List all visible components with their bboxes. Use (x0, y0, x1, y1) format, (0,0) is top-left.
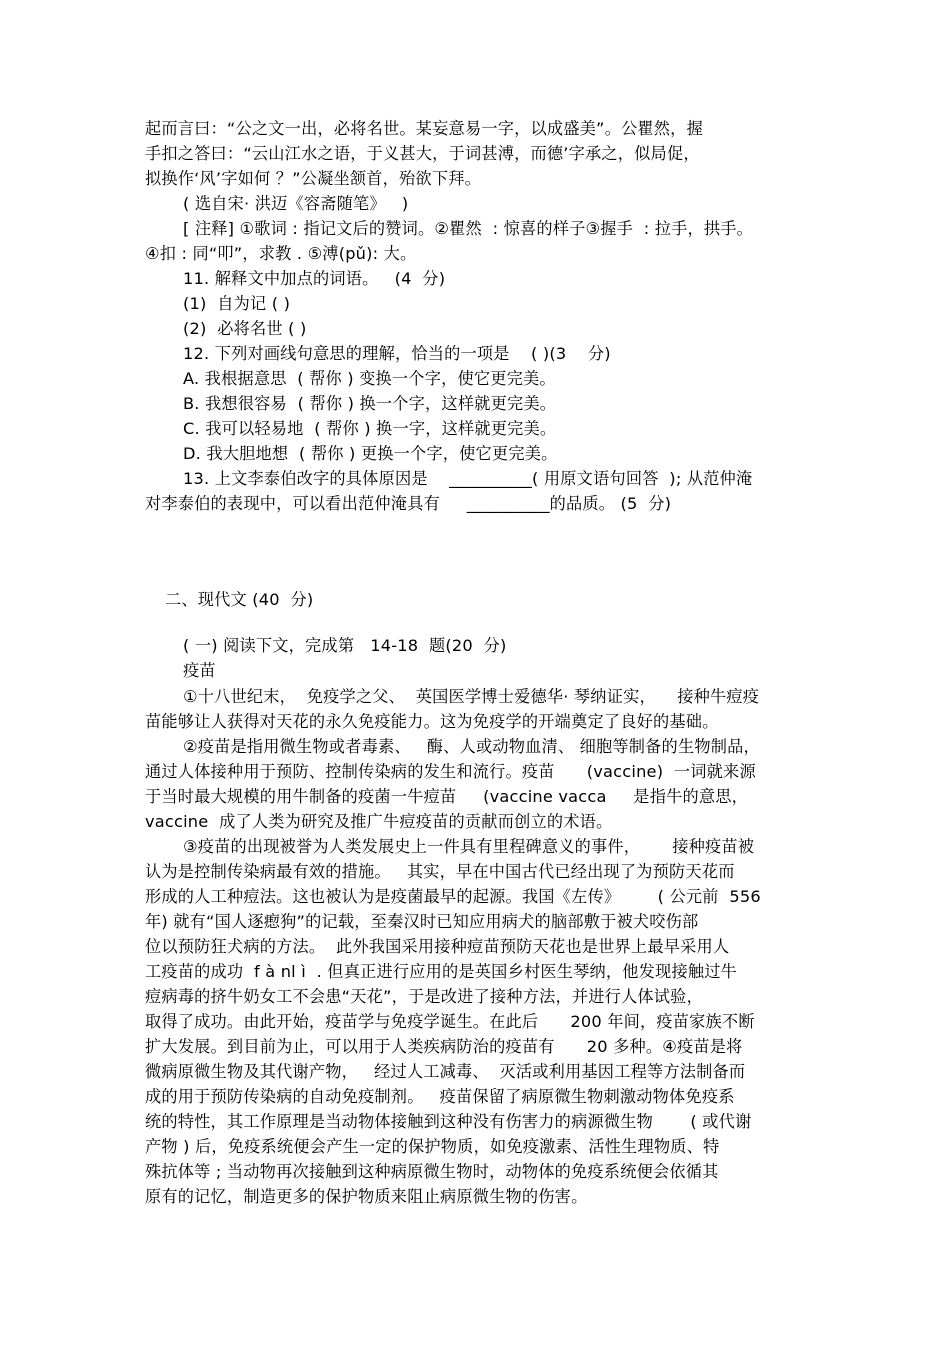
article-line: 年) 就有“国人逐瘛狗”的记载，至秦汉时已知应用病犬的脑部敷于被犬咬伤部 (145, 912, 699, 931)
article-line: 通过人体接种用于预防、控制传染病的发生和流行。疫苗 (vaccine) 一词就来源 (145, 762, 756, 781)
reading-instruction: ( 一) 阅读下文，完成第 14-18 题(20 分) (183, 636, 507, 655)
classical-text-line: 拟换作‘风’字如何 ？”公凝坐颔首，殆欲下拜。 (145, 169, 481, 188)
article-line: 认为是控制传染病最有效的措施。 其实，早在中国古代已经出现了为预防天花而 (145, 862, 735, 881)
article-line: 统的特性，其工作原理是当动物体接触到这种没有伤害力的病源微生物 ( 或代谢 (145, 1112, 752, 1131)
question-12-option-b: B. 我想很容易 ( 帮你 ) 换一个字，这样就更完美。 (183, 394, 557, 413)
article-line: 产物 ) 后，免疫系统便会产生一定的保护物质，如免疫激素、活性生理物质、特 (145, 1137, 720, 1156)
article-title: 疫苗 (183, 661, 216, 680)
question-11: 11. 解释文中加点的词语。 (4 分) (183, 269, 446, 288)
article-line: 殊抗体等 ; 当动物再次接触到这种病原微生物时，动物体的免疫系统便会依循其 (145, 1162, 719, 1181)
article-line: 形成的人工种痘法。这也被认为是疫菌最早的起源。我国《左传》 ( 公元前 556 (145, 887, 761, 906)
classical-text-line: 手扣之答曰：“云山江水之语，于义甚大，于词甚溥，而德’字承之，似局促， (145, 144, 700, 163)
question-12-option-d: D. 我大胆地想 ( 帮你 ) 更换一个字，使它更完美。 (183, 444, 558, 463)
article-line: 工疫苗的成功 f à nl ì . 但真正进行应用的是英国乡村医生琴纳，他发现接触过牛 (145, 962, 737, 981)
article-line: 苗能够让人获得对天花的永久免疫能力。这为免疫学的开端奠定了良好的基础。 (145, 712, 719, 731)
question-13: 13. 上文李泰伯改字的具体原因是 __________( 用原文语句回答 ); 从范仲淹 (183, 469, 753, 488)
section-heading: 二、现代文 (40 分) (165, 590, 314, 609)
article-line: ③疫苗的出现被誉为人类发展史上一件具有里程碑意义的事件， 接种疫苗被 (183, 837, 755, 856)
article-line: 微病原微生物及其代谢产物， 经过人工减毒、 灭活或利用基因工程等方法制备而 (145, 1062, 746, 1081)
article-line: ②疫苗是指用微生物或者毒素、 酶、人或动物血清、 细胞等制备的生物制品， (183, 737, 760, 756)
annotation-notes: ④扣 : 同“叩”，求教 . ⑤溥(pǔ): 大。 (145, 244, 417, 263)
article-line: vaccine 成了人类为研究及推广牛痘疫苗的贡献而创立的术语。 (145, 812, 613, 831)
question-12-option-c: C. 我可以轻易地 ( 帮你 ) 换一字，这样就更完美。 (183, 419, 557, 438)
question-12-option-a: A. 我根据意思 ( 帮你 ) 变换一个字，使它更完美。 (183, 369, 556, 388)
article-line: 痘病毒的挤牛奶女工不会患“天花”，于是改进了接种方法，并进行人体试验， (145, 987, 703, 1006)
question-13: 对李泰伯的表现中，可以看出范仲淹具有 __________的品质。 (5 分) (145, 494, 672, 513)
article-line: 原有的记忆，制造更多的保护物质来阻止病原微生物的伤害。 (145, 1187, 588, 1206)
article-line: 于当时最大规模的用牛制备的疫菌一牛痘苗 (vaccine vacca 是指牛的意思， (145, 787, 749, 806)
article-line: 位以预防狂犬病的方法。 此外我国采用接种痘苗预防天花也是世界上最早采用人 (145, 937, 730, 956)
question-12: 12. 下列对画线句意思的理解，恰当的一项是 ( )(3 分) (183, 344, 611, 363)
annotation-notes: [ 注释] ①歌词 : 指记文后的赞词。②瞿然 : 惊喜的样子③握手 : 拉手，拱手。 (183, 219, 754, 238)
article-line: ①十八世纪末， 免疫学之父、 英国医学博士爱德华· 琴纳证实， 接种牛痘疫 (183, 687, 760, 706)
classical-text-line: 起而言曰：“公之文一出，必将名世。某妄意易一字，以成盛美”。公瞿然，握 (145, 119, 703, 138)
question-11-item-2: (2) 必将名世 ( ) (183, 319, 307, 338)
question-11-item-1: (1) 自为记 ( ) (183, 294, 291, 313)
article-line: 取得了成功。由此开始，疫苗学与免疫学诞生。在此后 200 年间，疫苗家族不断 (145, 1012, 755, 1031)
source-citation: ( 选自宋· 洪迈《容斋随笔》 ) (183, 194, 409, 213)
article-line: 扩大发展。到目前为止，可以用于人类疾病防治的疫苗有 20 多种。④疫苗是将 (145, 1037, 743, 1056)
article-line: 成的用于预防传染病的自动免疫制剂。 疫苗保留了病原微生物刺激动物体免疫系 (145, 1087, 735, 1106)
